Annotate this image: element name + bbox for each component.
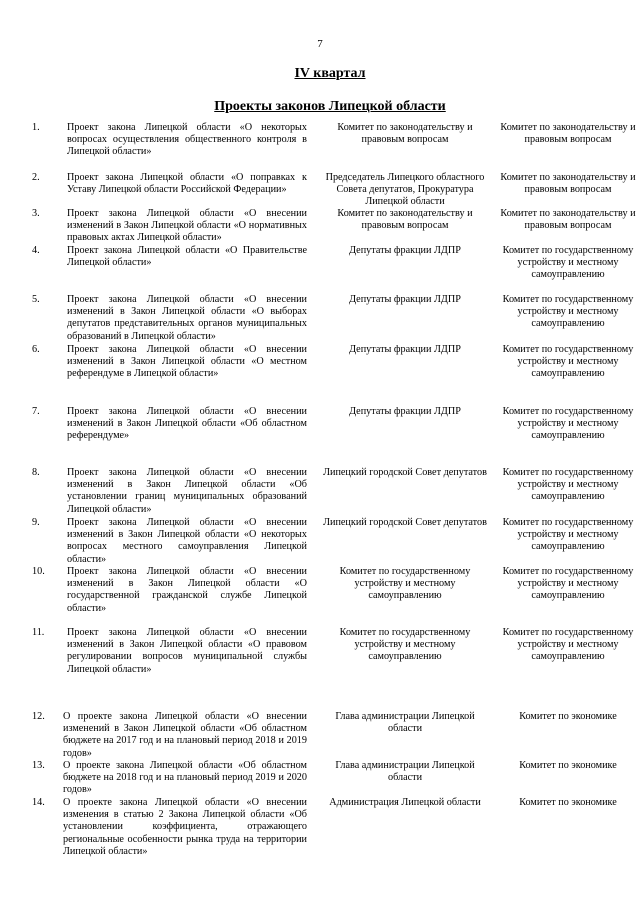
row-number: 13. [32, 760, 45, 771]
bill-author: Липецкий городской Совет депутатов [323, 517, 487, 528]
row-number: 5. [32, 294, 40, 305]
bill-title: Проект закона Липецкой области «О внесении изменений в Закон Липецкой области «О нормативных правовых актах Липецкой области» [67, 208, 307, 244]
bill-title: О проекте закона Липецкой области «О внесении изменений в Закон Липецкой области «Об областном бюджете на 2017 год и на плановый период 2018 и 2019 годов» [63, 711, 307, 759]
responsible-committee: Комитет по государственному устройству и местному самоуправлению [502, 627, 634, 663]
bill-author: Глава администрации Липецкой области [335, 760, 475, 784]
page-number: 7 [317, 38, 323, 50]
responsible-committee: Комитет по государственному устройству и местному самоуправлению [502, 406, 634, 442]
bill-author: Глава администрации Липецкой области [335, 711, 475, 735]
bill-author: Липецкий городской Совет депутатов [323, 467, 487, 478]
responsible-committee: Комитет по государственному устройству и местному самоуправлению [502, 566, 634, 602]
row-number: 14. [32, 797, 45, 808]
bill-author: Депутаты фракции ЛДПР [349, 406, 461, 417]
bill-title: Проект закона Липецкой области «О внесении изменений в Закон Липецкой области «О правовом регулировании вопросов муниципальной службы Липецкой области» [67, 627, 307, 675]
bill-author: Депутаты фракции ЛДПР [349, 344, 461, 355]
responsible-committee: Комитет по государственному устройству и местному самоуправлению [502, 517, 634, 553]
quarter-heading: IV квартал [294, 66, 366, 81]
bill-author: Комитет по законодательству и правовым вопросам [337, 122, 473, 146]
responsible-committee: Комитет по законодательству и правовым вопросам [500, 208, 636, 232]
row-number: 1. [32, 122, 40, 133]
responsible-committee: Комитет по государственному устройству и местному самоуправлению [502, 294, 634, 330]
bill-title: Проект закона Липецкой области «О внесении изменений в Закон Липецкой области «О некоторых вопросах местного самоуправления Липецкой области» [67, 517, 307, 565]
row-number: 3. [32, 208, 40, 219]
row-number: 9. [32, 517, 40, 528]
responsible-committee: Комитет по государственному устройству и местному самоуправлению [502, 344, 634, 380]
bill-author: Комитет по государственному устройству и местному самоуправлению [339, 566, 471, 602]
row-number: 8. [32, 467, 40, 478]
bill-title: Проект закона Липецкой области «О внесении изменений в Закон Липецкой области «О местном референдуме в Липецкой области» [67, 344, 307, 380]
responsible-committee: Комитет по государственному устройству и местному самоуправлению [502, 245, 634, 281]
bill-title: Проект закона Липецкой области «О внесении изменений в Закон Липецкой области «Об областном референдуме» [67, 406, 307, 442]
bill-author: Депутаты фракции ЛДПР [349, 245, 461, 256]
row-number: 6. [32, 344, 40, 355]
row-number: 2. [32, 172, 40, 183]
responsible-committee: Комитет по государственному устройству и местному самоуправлению [502, 467, 634, 503]
bill-title: Проект закона Липецкой области «О внесении изменений в Закон Липецкой области «О государственной гражданской службе Липецкой области» [67, 566, 307, 614]
section-heading: Проекты законов Липецкой области [214, 99, 446, 114]
responsible-committee: Комитет по экономике [519, 760, 617, 771]
bill-title: О проекте закона Липецкой области «Об областном бюджете на 2018 год и на плановый период 2019 и 2020 годов» [63, 760, 307, 796]
row-number: 7. [32, 406, 40, 417]
bill-author: Председатель Липецкого областного Совета депутатов, Прокуратура Липецкой области [325, 172, 485, 208]
bill-title: Проект закона Липецкой области «О некоторых вопросах осуществления общественного контроля в Липецкой области» [67, 122, 307, 158]
responsible-committee: Комитет по экономике [519, 711, 617, 722]
row-number: 12. [32, 711, 45, 722]
bill-author: Депутаты фракции ЛДПР [349, 294, 461, 305]
bill-title: Проект закона Липецкой области «О внесении изменений в Закон Липецкой области «О выборах депутатов представительных органов муниципальных образований в Липецкой области» [67, 294, 307, 342]
responsible-committee: Комитет по законодательству и правовым вопросам [500, 122, 636, 146]
bill-title: Проект закона Липецкой области «О Правительстве Липецкой области» [67, 245, 307, 269]
responsible-committee: Комитет по экономике [519, 797, 617, 808]
bill-title: Проект закона Липецкой области «О внесении изменений в Закон Липецкой области «Об установлении границ муниципальных образований Липецкой области» [67, 467, 307, 515]
row-number: 10. [32, 566, 45, 577]
responsible-committee: Комитет по законодательству и правовым вопросам [500, 172, 636, 196]
bill-title: О проекте закона Липецкой области «О внесении изменения в статью 2 Закона Липецкой области «Об установлении коэффициента, отражающего региональные особенности рынка труда на территории Липецкой области» [63, 797, 307, 857]
bill-author: Администрация Липецкой области [329, 797, 481, 808]
bill-author: Комитет по законодательству и правовым вопросам [337, 208, 473, 232]
row-number: 4. [32, 245, 40, 256]
bill-title: Проект закона Липецкой области «О поправках к Уставу Липецкой области Российской Федерации» [67, 172, 307, 196]
bill-author: Комитет по государственному устройству и местному самоуправлению [339, 627, 471, 663]
row-number: 11. [32, 627, 45, 638]
